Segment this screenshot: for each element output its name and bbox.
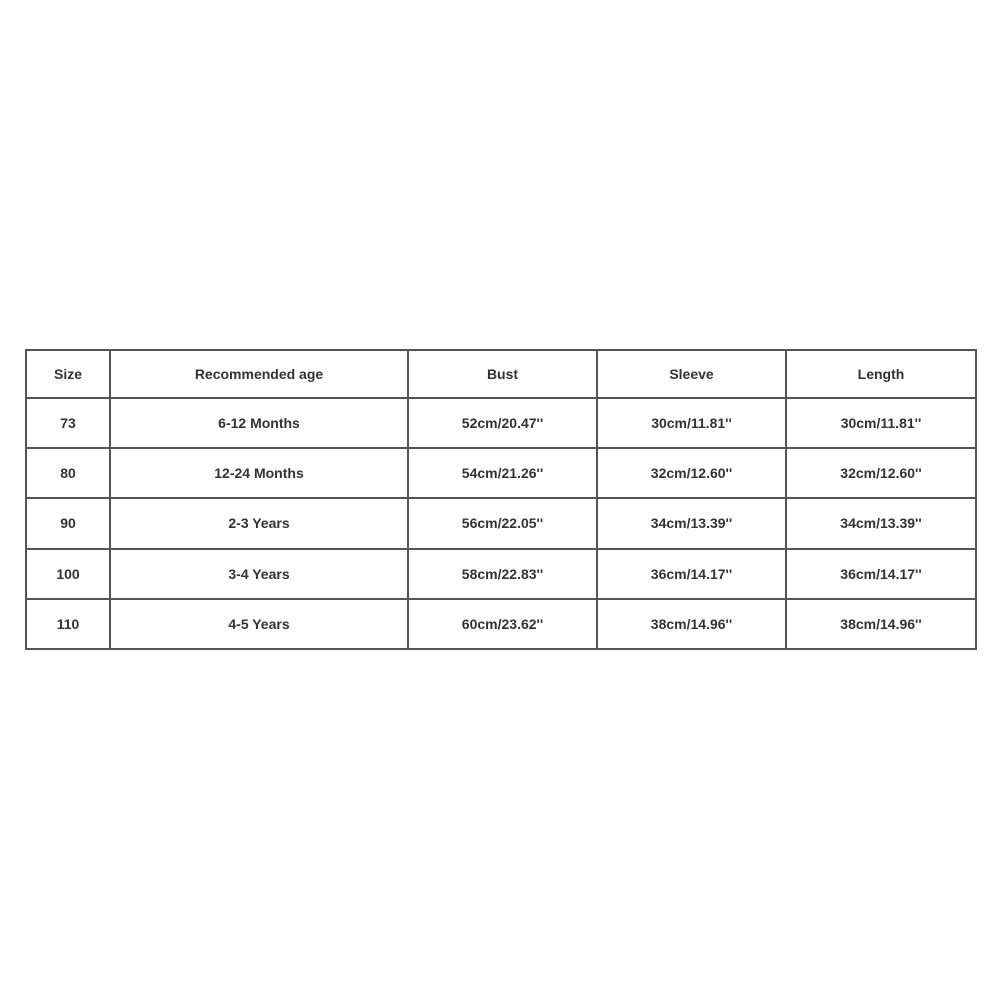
table-row [26, 398, 976, 448]
cell-sleeve: 30cm/11.81'' [597, 398, 786, 448]
header-length: Length [786, 350, 976, 398]
cell-size: 110 [26, 599, 110, 649]
table-row [26, 498, 976, 548]
header-bust: Bust [408, 350, 597, 398]
size-chart-table [25, 349, 977, 650]
cell-bust: 56cm/22.05'' [408, 498, 597, 548]
cell-length: 30cm/11.81'' [786, 398, 976, 448]
cell-length: 34cm/13.39'' [786, 498, 976, 548]
header-recommended-age: Recommended age [110, 350, 408, 398]
cell-length: 32cm/12.60'' [786, 448, 976, 498]
cell-recommended-age: 2-3 Years [110, 498, 408, 548]
cell-bust: 58cm/22.83'' [408, 549, 597, 599]
header-sleeve: Sleeve [597, 350, 786, 398]
cell-size: 90 [26, 498, 110, 548]
cell-bust: 52cm/20.47'' [408, 398, 597, 448]
cell-size: 100 [26, 549, 110, 599]
cell-sleeve: 38cm/14.96'' [597, 599, 786, 649]
table-row [26, 448, 976, 498]
cell-length: 36cm/14.17'' [786, 549, 976, 599]
cell-bust: 54cm/21.26'' [408, 448, 597, 498]
cell-recommended-age: 3-4 Years [110, 549, 408, 599]
header-size: Size [26, 350, 110, 398]
cell-sleeve: 34cm/13.39'' [597, 498, 786, 548]
table-row [26, 599, 976, 649]
table-header-row [26, 350, 976, 398]
cell-bust: 60cm/23.62'' [408, 599, 597, 649]
cell-recommended-age: 12-24 Months [110, 448, 408, 498]
cell-recommended-age: 4-5 Years [110, 599, 408, 649]
cell-length: 38cm/14.96'' [786, 599, 976, 649]
cell-recommended-age: 6-12 Months [110, 398, 408, 448]
table-row [26, 549, 976, 599]
cell-size: 80 [26, 448, 110, 498]
cell-sleeve: 32cm/12.60'' [597, 448, 786, 498]
cell-size: 73 [26, 398, 110, 448]
cell-sleeve: 36cm/14.17'' [597, 549, 786, 599]
